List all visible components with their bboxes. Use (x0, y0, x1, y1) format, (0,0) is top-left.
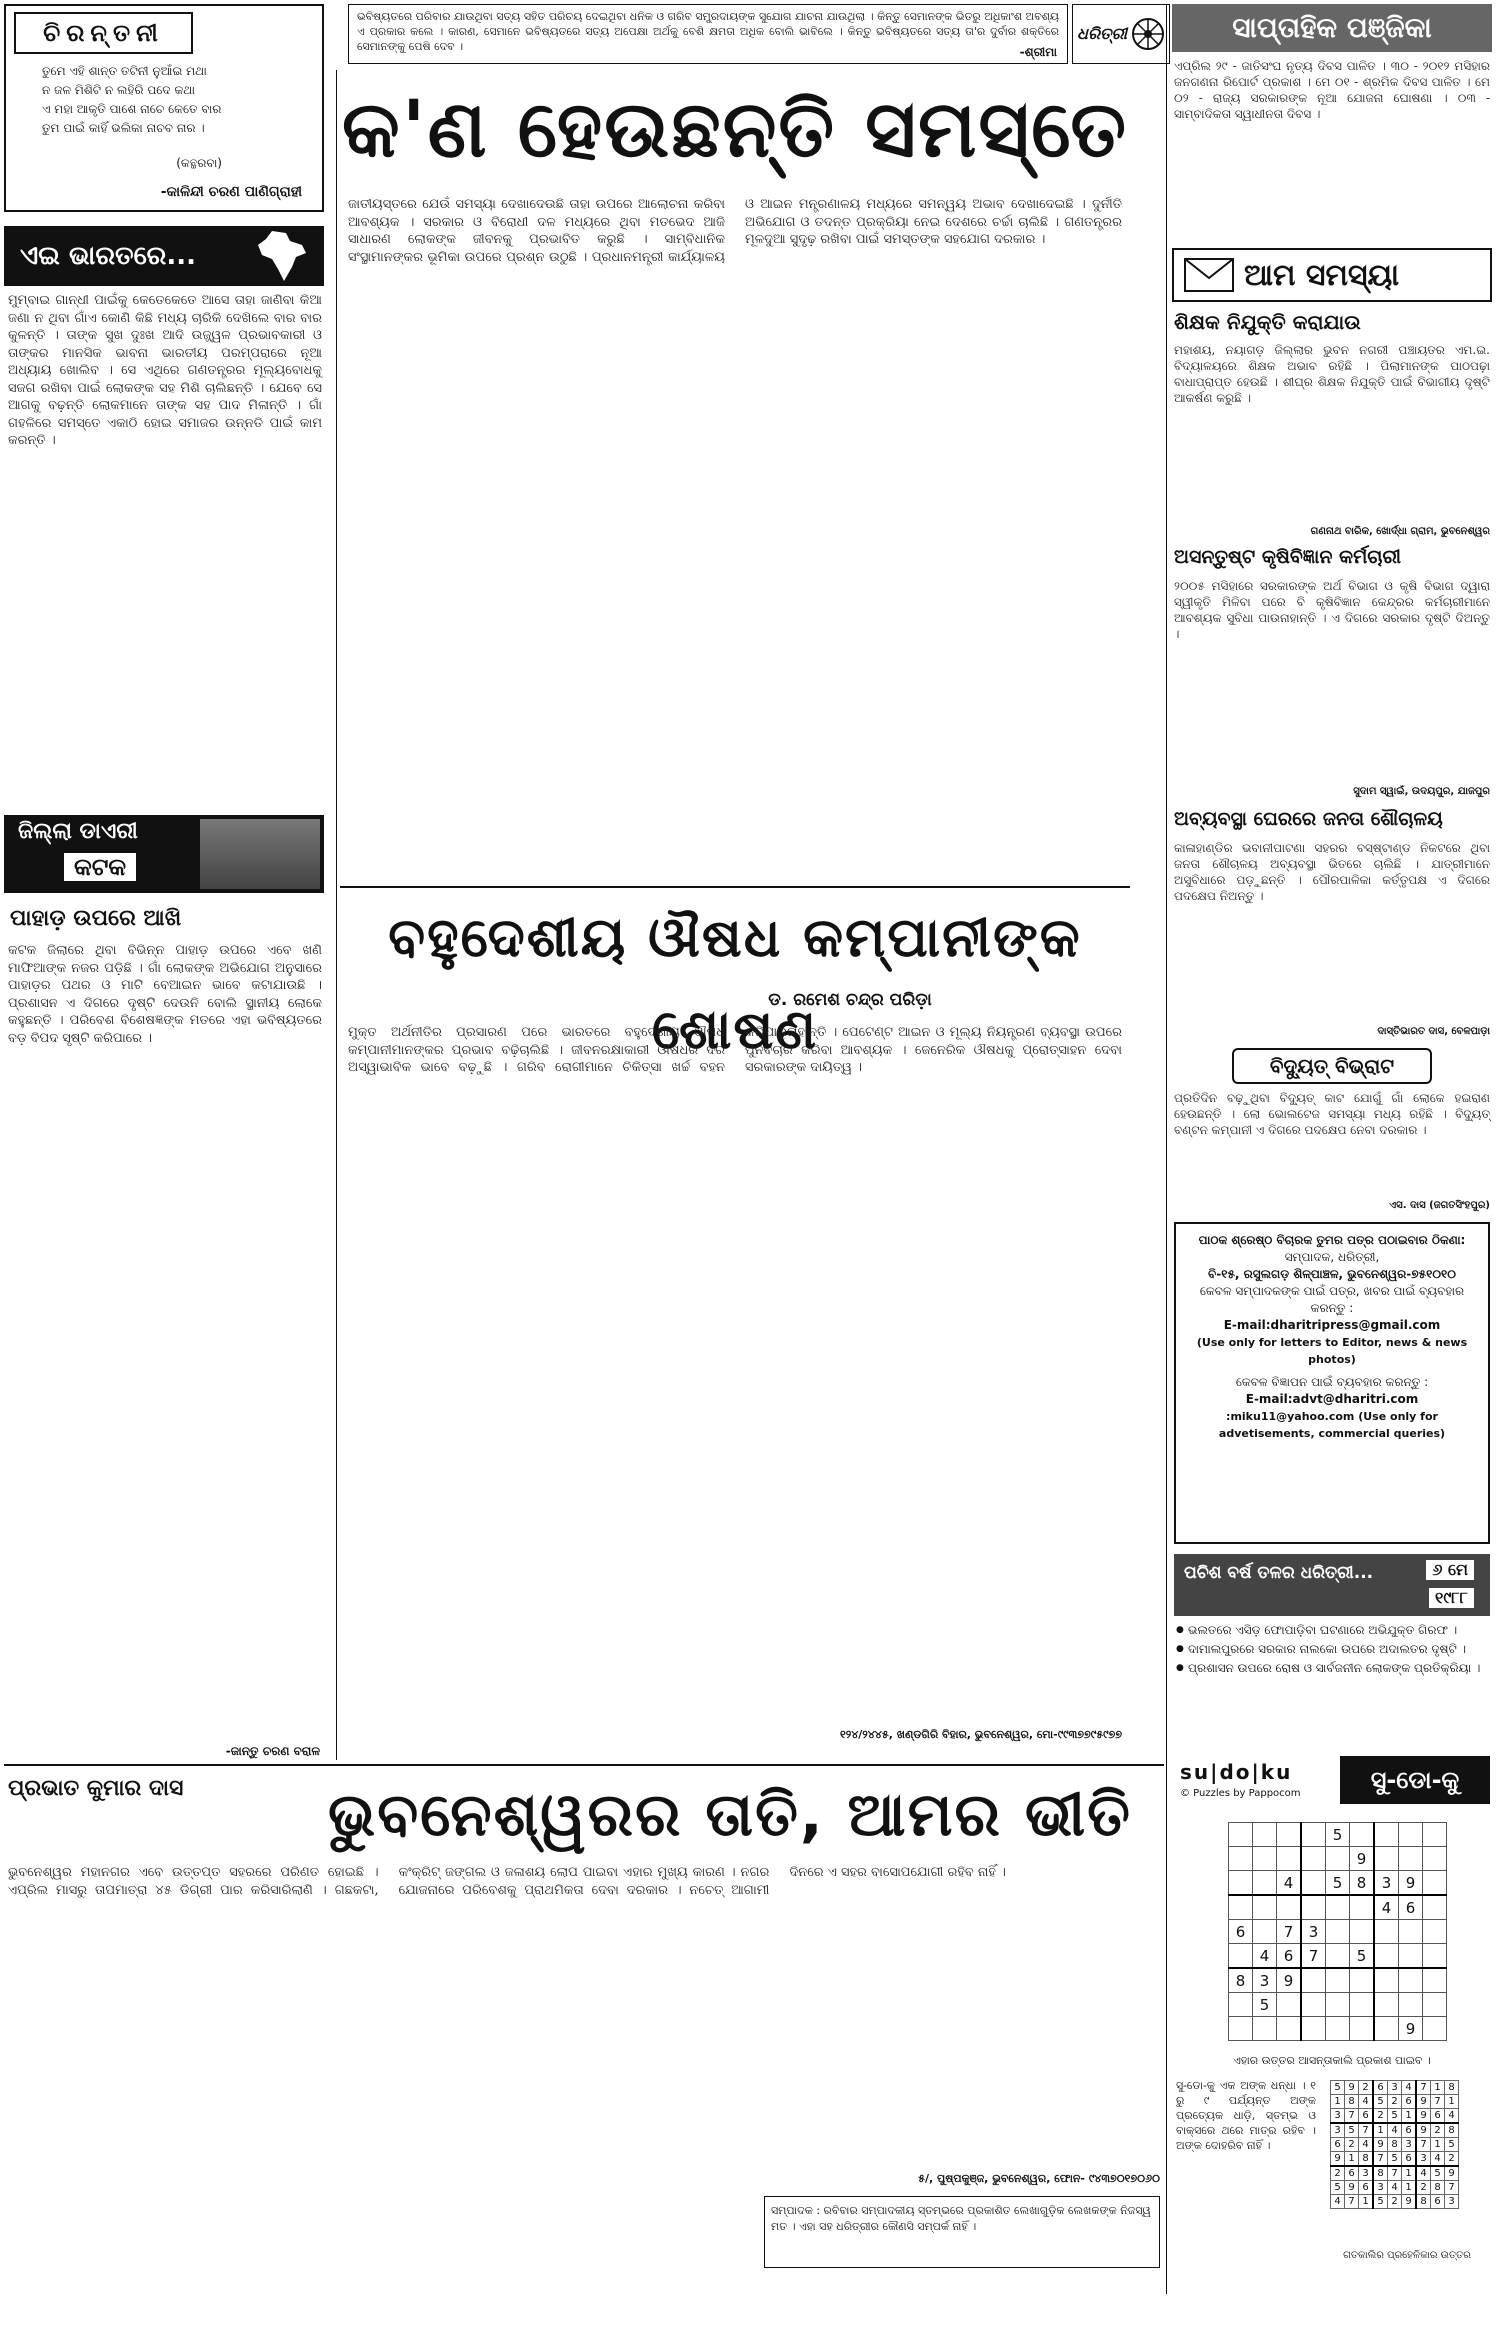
contact-email[interactable]: E-mail:dharitripress@gmail.com (1223, 1318, 1441, 1332)
pachisa-barsha-day: ୬ ମେ (1426, 1560, 1474, 1580)
solution-cell: 5 (1331, 2181, 1345, 2195)
solution-cell: 4 (1431, 2152, 1445, 2167)
solution-cell: 1 (1402, 2181, 1417, 2195)
sudoku-cell (1301, 1968, 1326, 1993)
sudoku-cell (1374, 1847, 1399, 1871)
chirantani-header: ଚିରନ୍ତନୀ (14, 12, 193, 54)
sudoku-cell (1374, 1944, 1399, 1969)
list-item: ● ଭଲତରେ ଏସିଡ଼ ଫୋପାଡ଼ିବା ଘଟଣାରେ ଅଭିଯୁକ୍ତ ଗିରଫ । (1176, 1622, 1488, 1638)
sudoku-solution-wrap (1330, 2080, 1490, 2240)
sudoku-cell (1399, 1944, 1423, 1969)
sudoku-row (1229, 1895, 1447, 1920)
letter-text: କାଳାହାଣ୍ଡିର ଭବାନୀପାଟଣା ସହରର ବସ୍ଷ୍ଟାଣ୍ଡ ନିକଟରେ ଥିବା ଜନତା ଶୌଚାଳୟ ଅବ୍ୟବସ୍ଥା ଭିତରେ ଚାଲିଛି । ଯାତ୍ରୀମାନେ ଅସୁବିଧାରେ ପଡ଼ୁଛନ୍ତି । ପୌରପାଳିକା କର୍ତ୍ତୃପକ୍ଷ ଏ ଦିଗରେ ପଦକ୍ଷେପ ନିଅନ୍ତୁ । (1174, 841, 1490, 903)
ama-samasya-header (1172, 248, 1492, 302)
contact-line: ବି-୧୫, ରସୁଲଗଡ଼ ଶିଳ୍ପାଞ୍ଚଳ, ଭୁବନେଶ୍ୱର-୭୫୧୦୧୦ (1208, 1267, 1456, 1281)
solution-cell: 2 (1331, 2166, 1345, 2181)
contact-box (1174, 1222, 1490, 1544)
sudoku-cell (1326, 2017, 1350, 2041)
letter-title: ଅସନ୍ତୁଷ୍ଟ କୃଷିବିଜ୍ଞାନ କର୍ମଚାରୀ (1174, 546, 1401, 568)
solution-cell: 1 (1431, 2081, 1445, 2095)
sudoku-cell (1374, 1993, 1399, 2017)
sudoku-row (1229, 1920, 1447, 1944)
solution-cell: 1 (1345, 2152, 1359, 2167)
contact-line: କେବଳ ବିଜ୍ଞାପନ ପାଇଁ ବ୍ୟବହାର କରନ୍ତୁ : (1235, 1375, 1429, 1389)
sudoku-cell (1423, 1823, 1447, 1847)
sudoku-row (1229, 1993, 1447, 2017)
chirantani-author: -କାଳିନ୍ଦୀ ଚରଣ ପାଣିଗ୍ରାହୀ (160, 184, 302, 200)
sudoku-cell (1350, 2017, 1375, 2041)
chirantani-source: (କନ୍ଥରବା) (176, 156, 222, 170)
bhubaneswar-address: ୫/, ପୁଷ୍ପକୁଞ୍ଜ, ଭୁବନେଶ୍ୱର, ଫୋନ- ୯୪୩୭୦୧୭୦୬୦ (918, 2172, 1160, 2185)
solution-cell: 3 (1373, 2181, 1388, 2195)
solution-cell: 2 (1359, 2081, 1374, 2095)
solution-cell: 7 (1388, 2166, 1402, 2181)
solution-cell: 8 (1445, 2081, 1459, 2095)
solution-cell: 6 (1402, 2152, 1417, 2167)
solution-cell: 3 (1445, 2195, 1459, 2209)
sudoku-cell (1423, 1968, 1447, 1993)
solution-cell: 1 (1359, 2195, 1374, 2209)
sudoku-cell: 9 (1277, 1968, 1302, 1993)
sudoku-credit: © Puzzles by Pappocom (1180, 1788, 1301, 1799)
sudoku-cell (1374, 1968, 1399, 1993)
sudoku-cell: 5 (1326, 1823, 1350, 1847)
sudoku-row (1229, 1871, 1447, 1896)
solution-row (1331, 2152, 1459, 2167)
solution-cell: 9 (1416, 2109, 1431, 2124)
sudoku-cell (1326, 1968, 1350, 1993)
sudoku-cell (1253, 1871, 1277, 1896)
solution-cell: 6 (1402, 2095, 1417, 2109)
ei-bharatare-title: ଏଇ ଭାରତରେ... (20, 240, 196, 271)
solution-cell: 8 (1416, 2195, 1431, 2209)
sudoku-cell (1229, 2017, 1253, 2041)
contact-line: କେବଳ ସମ୍ପାଦକଙ୍କ ପାଇଁ ପତ୍ର, ଖବର ପାଇଁ ବ୍ୟବହାର କରନ୍ତୁ : (1199, 1284, 1465, 1315)
pachisa-barsha-header (1174, 1554, 1490, 1616)
solution-cell: 7 (1445, 2181, 1459, 2195)
sudoku-cell (1399, 1920, 1423, 1944)
editor-note: ସମ୍ପାଦକ : ରବିବାର ସମ୍ପାଦକୀୟ ସ୍ତମ୍ଭରେ ପ୍ରକାଶିତ ଲେଖାଗୁଡ଼ିକ ଲେଖକଙ୍କ ନିଜସ୍ୱ ମତ । ଏହା ସହ ଧରିତ୍ରୀର କୌଣସି ସମ୍ପର୍କ ନାହିଁ । (764, 2196, 1160, 2268)
sudoku-cell (1374, 1823, 1399, 1847)
fort-photo (200, 819, 320, 889)
solution-cell: 7 (1416, 2138, 1431, 2152)
solution-cell: 8 (1345, 2095, 1359, 2109)
sudoku-cell: 6 (1229, 1920, 1253, 1944)
pachisa-barsha-year: ୧୯୮୮ (1429, 1588, 1474, 1608)
sudoku-cell (1301, 1847, 1326, 1871)
solution-cell: 9 (1416, 2095, 1431, 2109)
solution-cell: 1 (1445, 2095, 1459, 2109)
sudoku-cell (1350, 1920, 1375, 1944)
sudoku-cell (1399, 1993, 1423, 2017)
solution-cell: 4 (1388, 2123, 1402, 2138)
sudoku-cell: 8 (1229, 1968, 1253, 1993)
sudoku-solution (1330, 2080, 1459, 2209)
solution-cell: 1 (1373, 2123, 1388, 2138)
lead-article-text: ଜାତୀୟସ୍ତରେ ଯେଉଁ ସମସ୍ୟା ଦେଖାଦେଉଛି ତାହା ଉପରେ ଆଲୋଚନା କରିବା ଆବଶ୍ୟକ । ସରକାର ଓ ବିରୋଧୀ ଦଳ ମଧ୍ୟରେ ଥିବା ମତଭେଦ ଆଜି ସାଧାରଣ ଲୋକଙ୍କ ଜୀବନକୁ ପ୍ରଭାବିତ କରୁଛି । ସାମ୍ବିଧାନିକ ସଂସ୍ଥାମାନଙ୍କର ଭୂମିକା ଉପରେ ପ୍ରଶ୍ନ ଉଠୁଛି । ପ୍ରଧାନମନ୍ତ୍ରୀ କାର୍ଯ୍ୟାଳୟ ଓ ଆଇନ ମନ୍ତ୍ରଣାଳୟ ମଧ୍ୟରେ ସମନ୍ୱୟ ଅଭାବ ଦେଖାଦେଇଛି । ଦୁର୍ନୀତି ଅଭିଯୋଗ ଓ ତଦନ୍ତ ପ୍ରକ୍ରିୟା ନେଇ ଦେଶରେ ଚର୍ଚ୍ଚା ଚାଲିଛି । ଗଣତନ୍ତ୍ରର ମୂଳଦୁଆ ସୁଦୃଢ଼ ରଖିବା ପାଇଁ ସମସ୍ତଙ୍କ ସହଯୋଗ ଦରକାର । (348, 197, 1122, 265)
solution-cell: 8 (1388, 2138, 1402, 2152)
sudoku-cell (1423, 1871, 1447, 1896)
sudoku-cell: 5 (1350, 1944, 1375, 1969)
solution-cell: 6 (1331, 2138, 1345, 2152)
solution-cell: 7 (1359, 2123, 1374, 2138)
sudoku-grid (1228, 1822, 1447, 2041)
sudoku-row (1229, 2017, 1447, 2041)
sudoku-cell (1350, 1823, 1375, 1847)
solution-cell: 7 (1431, 2095, 1445, 2109)
zila-diary-city: କଟକ (64, 853, 136, 881)
sudoku-cell: 5 (1253, 1993, 1277, 2017)
sudoku-brand: su|do|ku (1180, 1760, 1293, 1784)
zila-diary-top: ଜିଲ୍ଲା ଡାଏରୀ (18, 819, 138, 844)
sudoku-cell (1229, 1895, 1253, 1920)
sudoku-rules: ସୁ-ଡୋ-କୁ ଏକ ଅଙ୍କ ଧନ୍ଧା । ୧ ରୁ ୯ ପର୍ଯ୍ୟନ୍ତ ଅଙ୍କ ପ୍ରତ୍ୟେକ ଧାଡ଼ି, ସ୍ତମ୍ଭ ଓ ବାକ୍ସରେ ଥରେ ମାତ୍ର ରହିବ । ଅଙ୍କ ଦୋହରିବ ନାହିଁ । (1176, 2079, 1316, 2152)
solution-cell: 1 (1402, 2166, 1417, 2181)
solution-cell: 5 (1331, 2081, 1345, 2095)
pharma-article-author: ଡ. ରମେଶ ଚନ୍ଦ୍ର ପରିଡ଼ା (768, 990, 932, 1010)
solution-cell: 8 (1359, 2152, 1374, 2167)
sudoku-cell: 7 (1301, 1944, 1326, 1969)
solution-cell: 5 (1445, 2138, 1459, 2152)
sudoku-cell (1350, 1993, 1375, 2017)
sudoku-cell: 8 (1350, 1871, 1375, 1896)
sudoku-solution-caption: ଗତକାଲିର ପ୍ରହେଳିକାର ଉତ୍ତର (1343, 2250, 1471, 2261)
solution-cell: 2 (1388, 2195, 1402, 2209)
top-quote-strip (348, 4, 1068, 64)
solution-cell: 4 (1445, 2109, 1459, 2124)
sudoku-row (1229, 1968, 1447, 1993)
contact-note: (Use only for letters to Editor, news & news photos) (1196, 1336, 1468, 1366)
solution-cell: 5 (1431, 2166, 1445, 2181)
letter-sign: ଦାସ୍ତିଭାରତ ଦାସ, ବେଳପାଡ଼ା (1377, 1026, 1490, 1037)
sudoku-cell: 9 (1399, 1871, 1423, 1896)
bhubaneswar-byline: ପ୍ରଭାତ କୁମାର ଦାସ (8, 1776, 184, 1801)
solution-cell: 9 (1331, 2152, 1345, 2167)
zila-diary-header (4, 815, 324, 893)
sudoku-cell: 9 (1350, 1847, 1375, 1871)
sudoku-cell (1423, 1895, 1447, 1920)
sudoku-cell (1277, 1823, 1302, 1847)
sudoku-cell (1301, 1895, 1326, 1920)
solution-row (1331, 2109, 1459, 2124)
letter-title: ଅବ୍ୟବସ୍ଥା ଘେରରେ ଜନତା ଶୌଚାଳୟ (1174, 808, 1443, 830)
chirantani-box (4, 4, 324, 212)
saptahika-title: ସାପ୍ତାହିକ ପଞ୍ଜିକା (1232, 11, 1432, 44)
letter-sign: ଗଣନାଥ ବାରିକ, ଖୋର୍ଦ୍ଧା ଗ୍ରାମ, ଭୁବନେଶ୍ୱର (1310, 526, 1490, 537)
letter-title: ଶିକ୍ଷକ ନିଯୁକ୍ତି କରାଯାଉ (1174, 310, 1361, 334)
bhubaneswar-title: ଭୁବନେଶ୍ୱରର ତାତି, ଆମର ଭୀତି (328, 1780, 1132, 1850)
sudoku-cell (1229, 1944, 1253, 1969)
list-item: ● ଦାମାଲପୁରରେ ସରକାର ନାଲକୋ ଉପରେ ଅଦାଲତର ଦୃଷ୍ଟି । (1176, 1641, 1488, 1657)
solution-cell: 6 (1359, 2181, 1374, 2195)
contact-line: ସମ୍ପାଦକ, ଧରିତ୍ରୀ, (1284, 1250, 1380, 1264)
sudoku-cell: 6 (1277, 1944, 1302, 1969)
ama-samasya-title: ଆମ ସମସ୍ୟା (1244, 257, 1400, 293)
solution-cell: 6 (1345, 2166, 1359, 2181)
india-map-icon (252, 229, 312, 283)
sudoku-cell (1423, 2017, 1447, 2041)
letter-sign: ସୁଦାମ ସ୍ୱାଇଁ, ଉଦୟପୁର, ଯାଜପୁର (1353, 786, 1490, 797)
zila-diary-text: କଟକ ଜିଲାରେ ଥିବା ବିଭିନ୍ନ ପାହାଡ଼ ଉପରେ ଏବେ ଖଣି ମାଫିଆଙ୍କ ନଜର ପଡ଼ିଛି । ଗାଁ ଲୋକଙ୍କ ଅଭିଯୋଗ ଅନୁସାରେ ପାହାଡ଼ର ପଥର ଓ ମାଟି ବେଆଇନ ଭାବେ କଟାଯାଉଛି । ପ୍ରଶାସନ ଏ ଦିଗରେ ଦୃଷ୍ଟି ଦେଉନି ବୋଲି ସ୍ଥାନୀୟ ଲୋକେ କହୁଛନ୍ତି । ପରିବେଶ ବିଶେଷଜ୍ଞଙ୍କ ମତରେ ଏହା ଭବିଷ୍ୟତରେ ବଡ଼ ବିପଦ ସୃଷ୍ଟି କରିପାରେ । (8, 943, 322, 1046)
sudoku-cell (1399, 1968, 1423, 1993)
solution-cell: 9 (1345, 2181, 1359, 2195)
sudoku-cell (1326, 1944, 1350, 1969)
pharma-article-text: ମୁକ୍ତ ଅର୍ଥନୀତିର ପ୍ରସାରଣ ପରେ ଭାରତରେ ବହୁଦେଶୀୟ ଔଷଧ କମ୍ପାନୀମାନଙ୍କର ପ୍ରଭାବ ବଢ଼ିଚାଲିଛି । ଜୀବନରକ୍ଷାକାରୀ ଔଷଧର ଦର ଅସ୍ୱାଭାବିକ ଭାବେ ବଢ଼ୁଛି । ଗରିବ ରୋଗୀମାନେ ଚିକିତ୍ସା ଖର୍ଚ୍ଚ ବହନ କରିପାରୁନାହାନ୍ତି । ପେଟେଣ୍ଟ ଆଇନ ଓ ମୂଲ୍ୟ ନିୟନ୍ତ୍ରଣ ବ୍ୟବସ୍ଥା ଉପରେ ପୁନର୍ବିଚାର କରିବା ଆବଶ୍ୟକ । ଜେନେରିକ ଔଷଧକୁ ପ୍ରୋତ୍ସାହନ ଦେବା ସରକାରଙ୍କ ଦାୟିତ୍ୱ । (348, 1025, 1122, 1075)
solution-cell: 7 (1345, 2109, 1359, 2124)
solution-cell: 3 (1359, 2166, 1374, 2181)
sudoku-cell (1350, 1968, 1375, 1993)
solution-row (1331, 2081, 1459, 2095)
sudoku-cell (1253, 2017, 1277, 2041)
sudoku-row (1229, 1944, 1447, 1969)
solution-cell: 9 (1416, 2123, 1431, 2138)
sudoku-cell (1301, 1823, 1326, 1847)
logo-wheel-icon (1131, 17, 1165, 51)
sudoku-cell: 5 (1326, 1871, 1350, 1896)
solution-row (1331, 2138, 1459, 2152)
solution-cell: 5 (1388, 2109, 1402, 2124)
solution-cell: 2 (1445, 2152, 1459, 2167)
solution-cell: 6 (1359, 2109, 1374, 2124)
poem-line: ନ ଜଳ ମିଶିଟି ନ ଲହିରି ପଦେ କଥା (42, 83, 195, 97)
sudoku-cell (1277, 1895, 1302, 1920)
sudoku-row (1229, 1823, 1447, 1847)
solution-cell: 2 (1431, 2123, 1445, 2138)
contact-line: ପାଠକ ଶ୍ରେଷ୍ଠ ବିଚାରକ ତୁମର ପତ୍ର ପଠାଇବାର ଠିକଣା: (1198, 1233, 1466, 1247)
sudoku-cell (1374, 2017, 1399, 2041)
solution-cell: 6 (1373, 2081, 1388, 2095)
solution-cell: 3 (1331, 2123, 1345, 2138)
sudoku-cell (1326, 1920, 1350, 1944)
solution-cell: 4 (1331, 2195, 1345, 2209)
solution-cell: 4 (1359, 2138, 1374, 2152)
solution-cell: 3 (1402, 2138, 1417, 2152)
sudoku-cell: 3 (1374, 1871, 1399, 1896)
ei-bharatare-header (4, 226, 324, 286)
sudoku-cell (1253, 1847, 1277, 1871)
sudoku-cell (1253, 1920, 1277, 1944)
solution-cell: 4 (1416, 2166, 1431, 2181)
chirantani-poem (42, 62, 221, 138)
saptahika-header (1172, 4, 1492, 52)
pharma-article-address: ୧୨୪/୨୪୪୫, ଖଣ୍ଡଗିରି ବିହାର, ଭୁବନେଶ୍ୱର, ମୋ-୯୯୩୭୭୯୫୯୭୭ (839, 1728, 1122, 1741)
solution-cell: 5 (1388, 2152, 1402, 2167)
solution-cell: 9 (1373, 2138, 1388, 2152)
solution-row (1331, 2095, 1459, 2109)
top-quote-author: -ଶ୍ରୀମା (1016, 45, 1057, 60)
sudoku-answer-note: ଏହାର ଉତ୍ତର ଆସନ୍ତାକାଲି ପ୍ରକାଶ ପାଇବ । (1233, 2054, 1431, 2067)
sudoku-cell: 4 (1253, 1944, 1277, 1969)
solution-cell: 3 (1331, 2109, 1345, 2124)
sudoku-cell (1423, 1847, 1447, 1871)
sudoku-cell (1301, 1993, 1326, 2017)
saptahika-text: ଏପ୍ରିଲ ୨୯ - ଜାତିସଂଘ ନୃତ୍ୟ ଦିବସ ପାଳିତ । ୩୦ - ୨୦୧୨ ମସିହାର ଜନଗଣନା ରିପୋର୍ଟ ପ୍ରକାଶ । ମେ ୦୧ - ଶ୍ରମିକ ଦିବସ ପାଳିତ । ମେ ୦୨ - ରାଜ୍ୟ ସରକାରଙ୍କ ନୂଆ ଯୋଜନା ଘୋଷଣା । ୦୩ - ସାମ୍ବାଦିକତା ସ୍ୱାଧୀନତା ଦିବସ । (1174, 59, 1490, 121)
sudoku-grid-wrap (1228, 1822, 1448, 2044)
pharma-article-title: ବହୁଦେଶୀୟ ଔଷଧ କମ୍ପାନୀଙ୍କ ଶୋଷଣ (388, 906, 1082, 1061)
list-item: ● ପ୍ରଶାସନ ଉପରେ ରୋଷ ଓ ସାର୍ବଜନୀନ ଲୋକଙ୍କ ପ୍ରତିକ୍ରିୟା । (1176, 1660, 1488, 1676)
sudoku-cell (1326, 1993, 1350, 2017)
sudoku-cell: 4 (1277, 1871, 1302, 1896)
solution-cell: 4 (1402, 2081, 1417, 2095)
solution-cell: 5 (1373, 2195, 1388, 2209)
solution-cell: 8 (1431, 2181, 1445, 2195)
masthead-logo (1072, 4, 1170, 64)
sudoku-cell (1374, 1920, 1399, 1944)
sudoku-cell (1301, 1871, 1326, 1896)
solution-cell: 4 (1359, 2095, 1374, 2109)
sudoku-cell (1229, 1871, 1253, 1896)
solution-cell: 6 (1431, 2195, 1445, 2209)
sudoku-cell: 9 (1399, 2017, 1423, 2041)
sudoku-cell (1399, 1847, 1423, 1871)
sudoku-cell: 4 (1374, 1895, 1399, 1920)
logo-text: ଧରିତ୍ରୀ (1077, 24, 1127, 43)
letter-sign: ଏସ. ଦାସ (ଜଗତସିଂହପୁର) (1389, 1200, 1490, 1211)
pachisa-barsha-title: ପଚିଶ ବର୍ଷ ତଳର ଧରିତ୍ରୀ... (1184, 1563, 1374, 1583)
sudoku-cell: 7 (1277, 1920, 1302, 1944)
sudoku-header (1174, 1754, 1490, 1810)
pachisa-barsha-list (1176, 1622, 1488, 1746)
poem-line: ତୁମ ପାଇଁ କାହିଁ ଭଲିକା ନାଚବ ନାର । (42, 121, 205, 135)
sudoku-cell (1277, 1847, 1302, 1871)
sudoku-cell (1229, 1993, 1253, 2017)
sudoku-cell (1253, 1823, 1277, 1847)
solution-cell: 6 (1431, 2109, 1445, 2124)
sudoku-cell (1326, 1895, 1350, 1920)
letter-text: ପ୍ରତିଦିନ ବଢ଼ୁଥିବା ବିଦ୍ୟୁତ୍ କାଟ ଯୋଗୁଁ ଗାଁ ଲୋକେ ହଇରାଣ ହେଉଛନ୍ତି । ଲୋ ଭୋଲଟେଜ ସମସ୍ୟା ମଧ୍ୟ ରହିଛି । ବିଦ୍ୟୁତ୍ ବଣ୍ଟନ କମ୍ପାନୀ ଏ ଦିଗରେ ପଦକ୍ଷେପ ନେବା ଦରକାର । (1174, 1091, 1490, 1137)
sudoku-cell: 3 (1253, 1968, 1277, 1993)
sudoku-cell (1423, 1920, 1447, 1944)
solution-cell: 5 (1373, 2095, 1388, 2109)
solution-cell: 7 (1345, 2195, 1359, 2209)
envelope-icon (1184, 258, 1234, 292)
sudoku-cell: 3 (1301, 1920, 1326, 1944)
sudoku-cell (1277, 2017, 1302, 2041)
solution-cell: 7 (1416, 2081, 1431, 2095)
bhubaneswar-text: ଭୁବନେଶ୍ୱର ମହାନଗର ଏବେ ଉତ୍ତପ୍ତ ସହରରେ ପରିଣତ ହୋଇଛି । ଏପ୍ରିଲ ମାସରୁ ତାପମାତ୍ରା ୪୫ ଡିଗ୍ରୀ ପାର କରିସାରିଲାଣି । ଗଛକଟା, କଂକ୍ରିଟ୍ ଜଙ୍ଗଲ ଓ ଜଳାଶୟ ଲୋପ ପାଇବା ଏହାର ମୁଖ୍ୟ କାରଣ । ନଗର ଯୋଜନାରେ ପରିବେଶକୁ ପ୍ରାଥମିକତା ଦେବା ଦରକାର । ନଚେତ୍ ଆଗାମୀ ଦିନରେ ଏ ସହର ବାସୋପଯୋଗୀ ରହିବ ନାହିଁ । (8, 1865, 1006, 1898)
letter-title: ବିଦ୍ୟୁତ୍ ବିଭ୍ରାଟ (1269, 1054, 1395, 1078)
sudoku-cell (1277, 1993, 1302, 2017)
solution-row (1331, 2166, 1459, 2181)
sudoku-cell (1253, 1895, 1277, 1920)
solution-row (1331, 2123, 1459, 2138)
solution-cell: 2 (1345, 2138, 1359, 2152)
contact-email[interactable]: :miku11@yahoo.com (Use only for advetisements, commercial queries) (1218, 1410, 1446, 1440)
solution-row (1331, 2181, 1459, 2195)
solution-cell: 8 (1373, 2166, 1388, 2181)
solution-cell: 9 (1345, 2081, 1359, 2095)
solution-cell: 9 (1402, 2195, 1417, 2209)
sudoku-cell: 6 (1399, 1895, 1423, 1920)
solution-cell: 1 (1402, 2109, 1417, 2124)
sudoku-cell (1423, 1944, 1447, 1969)
solution-cell: 2 (1373, 2109, 1388, 2124)
ei-bharatare-text: ମୁମ୍ବାଇ ଗାନ୍ଧୀ ପାଇଁକୁ କେତେକେତେ ଆସେ ତାହା ଜାଣିବା କିଆ ଜଣା ନ ଥିବା ଗାଁଏ କୋଣି କିଛି ମଧ୍ୟ ଚାରିକି ଦେଖିଲେ ବାର ବାର କୁଳନ୍ତି । ତାଙ୍କ ସୁଖ ଦୁଃଖ ଆଦି ଉଜ୍ଜ୍ୱଳ ପ୍ରଭାବକାରୀ ଓ ତାଙ୍କର ମାନସିକ ଭାବନା ଭାରତୀୟ ପରମ୍ପରାରେ ନୂଆ ଅଧ୍ୟାୟ ଖୋଲିବ । ସେ ଏଥିରେ ଗଣତନ୍ତ୍ରର ମୂଲ୍ୟବୋଧକୁ ସଜଗ ରଖିବା ପାଇଁ ଲୋକଙ୍କ ସହ ମିଶି ଚାଲିଛନ୍ତି । ଯେବେ ସେ ଆଗକୁ ବଢ଼ନ୍ତି ଲୋକମାନେ ତାଙ୍କ ସହ ପାଦ ମିଳାନ୍ତି । ଗାଁ ଗହଳିରେ ସମସ୍ତେ ଏକାଠି ହୋଇ ସମାଜର ଉନ୍ନତି ପାଇଁ କାମ କରନ୍ତି । (8, 293, 322, 448)
sudoku-cell (1301, 2017, 1326, 2041)
letter-text: ୨୦୦୫ ମସିହାରେ ସରକାରଙ୍କ ଅର୍ଥ ବିଭାଗ ଓ କୃଷି ବିଭାଗ ଦ୍ୱାରା ସ୍ୱୀକୃତି ମିଳିବା ପରେ ବି କୃଷିବିଜ୍ଞାନ କେନ୍ଦ୍ରର କର୍ମଚାରୀମାନେ ଆବଶ୍ୟକ ସୁବିଧା ପାଉନାହାନ୍ତି । ଏ ଦିଗରେ ସରକାର ଦୃଷ୍ଟି ଦିଅନ୍ତୁ । (1174, 579, 1490, 641)
solution-row (1331, 2195, 1459, 2209)
sudoku-title: ସୁ-ଡୋ-କୁ (1340, 1756, 1490, 1804)
solution-cell: 1 (1331, 2095, 1345, 2109)
solution-cell: 3 (1388, 2081, 1402, 2095)
solution-cell: 1 (1431, 2138, 1445, 2152)
solution-cell: 2 (1416, 2181, 1431, 2195)
poem-line: ଏ ମହା ଆକୃତି ପାଶେ ନାଚେ କେତେ ବାର (42, 102, 222, 116)
sudoku-cell (1229, 1847, 1253, 1871)
sudoku-cell (1399, 1823, 1423, 1847)
solution-cell: 7 (1373, 2152, 1388, 2167)
zila-diary-title: ପାହାଡ଼ ଉପରେ ଆଖି (10, 906, 182, 931)
solution-cell: 3 (1416, 2152, 1431, 2167)
solution-cell: 8 (1445, 2123, 1459, 2138)
sudoku-cell (1326, 1847, 1350, 1871)
solution-cell: 9 (1445, 2166, 1459, 2181)
solution-cell: 2 (1388, 2095, 1402, 2109)
letter-text: ମହାଶୟ, ନୟାଗଡ଼ ଜିଲ୍ଲାର ଭୁବନ ନଗରୀ ପଞ୍ଚାୟତର ଏମ.ଇ. ବିଦ୍ୟାଳୟରେ ଶିକ୍ଷକ ଅଭାବ ରହିଛି । ପିଲାମାନଙ୍କ ପାଠପଢ଼ା ବାଧାପ୍ରାପ୍ତ ହେଉଛି । ଶୀଘ୍ର ଶିକ୍ଷକ ନିଯୁକ୍ତି ପାଇଁ ବିଭାଗୀୟ ଦୃଷ୍ଟି ଆକର୍ଷଣ କରୁଛି । (1174, 343, 1490, 405)
sudoku-cell (1350, 1895, 1375, 1920)
contact-email[interactable]: E-mail:advt@dharitri.com (1245, 1392, 1419, 1406)
lead-article-title: କ'ଣ ହେଉଛନ୍ତି ସମସ୍ତେ (342, 85, 1128, 175)
sudoku-cell (1229, 1823, 1253, 1847)
solution-cell: 5 (1345, 2123, 1359, 2138)
poem-line: ତୁମେ ଏହି ଶାନ୍ତ ତଟିନୀ ନୁଆଁଇ ମଥା (42, 64, 207, 78)
bidyut-header (1232, 1048, 1432, 1084)
sudoku-cell (1423, 1993, 1447, 2017)
zila-diary-byline: -ଜାନ୍ତୁ ଚରଣ ବରାଳ (225, 1744, 320, 1758)
solution-cell: 6 (1402, 2123, 1417, 2138)
solution-cell: 4 (1388, 2181, 1402, 2195)
top-quote-text: ଭବିଷ୍ୟତରେ ପରିବାର ଯାଉଥିବା ସତ୍ୟ ସହିତ ପରିଚୟ ଦେଇଥିବା ଧନିକ ଓ ଗରିବ ସମ୍ପ୍ରଦାୟଙ୍କ ସୁଯୋଗ ଯାଚନା ଯାଉଥିଲା । କିନ୍ତୁ ସେମାନଙ୍କ ଭିତରୁ ଅଧିକାଂଶ ଅବଶ୍ୟ ଏ ପ୍ରକାର କଲେ । କାରଣ, ସେମାନେ ଭବିଷ୍ୟତରେ ସତ୍ୟ ଅପେକ୍ଷା ଅର୍ଥକୁ ବେଶି କ୍ଷମତା ଅଧିକ ବୋଲି ଭାବିଲେ । କିନ୍ତୁ ଭବିଷ୍ୟତରେ ସତ୍ୟ ତା'ର ଦୁର୍ବାର ଶକ୍ତିରେ ସେମାନଙ୍କୁ ପେଷି ଦେବ । (357, 10, 1059, 53)
sudoku-row (1229, 1847, 1447, 1871)
